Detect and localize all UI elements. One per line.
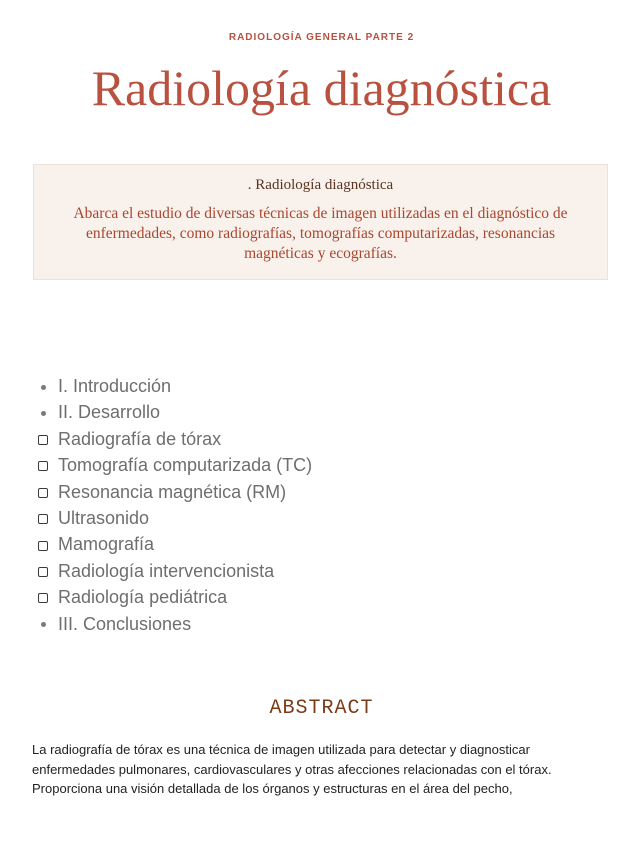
outline-item-label: Resonancia magnética (RM) bbox=[58, 481, 287, 502]
checkbox-icon[interactable] bbox=[38, 426, 58, 452]
abstract-heading: ABSTRACT bbox=[269, 697, 374, 720]
page-title: Radiología diagnóstica bbox=[91, 60, 552, 116]
outline-item-label: Radiología pediátrica bbox=[58, 587, 228, 608]
outline-item-label: Radiología intervencionista bbox=[58, 560, 275, 581]
bullet-icon bbox=[38, 611, 58, 637]
outline-item-label: I. Introducción bbox=[58, 376, 172, 396]
outline-item bbox=[38, 584, 598, 610]
outline-item bbox=[38, 399, 598, 425]
checkbox-icon[interactable] bbox=[38, 479, 58, 505]
outline-item-label: Mamografía bbox=[58, 534, 155, 555]
checkbox-icon[interactable] bbox=[38, 584, 58, 610]
outline-item-label: III. Conclusiones bbox=[58, 613, 192, 634]
summary-text: Abarca el estudio de diversas técnicas de imagen utilizadas en el diagnóstico de enfermedades, como radiografías, tomografías computarizadas, resonancias magnéticas y ecografías. bbox=[73, 205, 568, 262]
outline-item bbox=[38, 531, 598, 557]
checkbox-icon[interactable] bbox=[38, 452, 58, 478]
outline-item-label: Ultrasonido bbox=[58, 507, 150, 528]
outline-item-label: II. Desarrollo bbox=[58, 402, 161, 423]
outline-item-label: Radiografía de tórax bbox=[58, 428, 222, 449]
bullet-icon bbox=[38, 399, 58, 425]
outline-item bbox=[38, 611, 598, 637]
outline-item bbox=[38, 479, 598, 505]
outline-item bbox=[38, 426, 598, 452]
checkbox-icon[interactable] bbox=[38, 531, 58, 557]
summary-heading: . Radiología diagnóstica bbox=[247, 177, 394, 193]
summary-box bbox=[33, 164, 608, 280]
abstract-text: La radiografía de tórax es una técnica de imagen utilizada para detectar y diagnosticar enfermedades pulmonares, cardiovasculares y otras afecciones relacionadas con el tórax. Proporciona una visión detallada de los órganos y estructuras en el área del pecho, bbox=[32, 742, 552, 796]
bullet-icon bbox=[38, 373, 58, 399]
outline-item bbox=[38, 452, 598, 478]
outline-item-label: Tomografía computarizada (TC) bbox=[58, 455, 313, 476]
outline-item bbox=[38, 505, 598, 531]
checkbox-icon[interactable] bbox=[38, 558, 58, 584]
outline-list bbox=[38, 373, 598, 637]
outline-item bbox=[38, 373, 598, 399]
checkbox-icon[interactable] bbox=[38, 505, 58, 531]
outline-item bbox=[38, 558, 598, 584]
section-kicker: RADIOLOGÍA GENERAL PARTE 2 bbox=[228, 32, 415, 43]
